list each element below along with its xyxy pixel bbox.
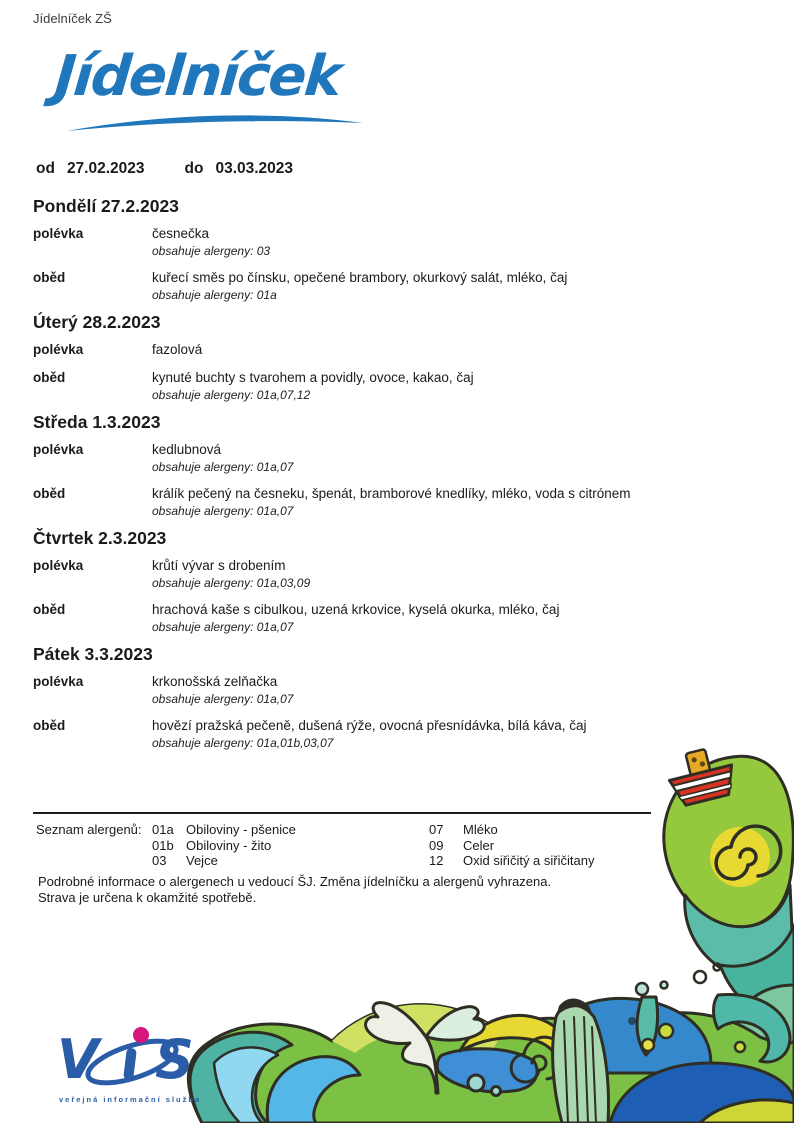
allergen-item: [152, 853, 296, 869]
day-section: [33, 313, 765, 403]
allergen-code: 12: [429, 853, 444, 868]
day-section: [33, 413, 765, 519]
allergen-item: [152, 838, 296, 854]
day-title: Čtvrtek 2.3.2023: [33, 528, 167, 548]
dish-text: krůtí vývar s drobením: [152, 558, 286, 573]
allergen-code: 03: [152, 853, 167, 868]
dish-text: hrachová kaše s cibulkou, uzená krkovice, kyselá okurka, mléko, čaj: [152, 602, 560, 617]
course-row: [33, 672, 765, 707]
date-range: [36, 160, 293, 178]
waves-whale-boat-illustration: [180, 745, 794, 1123]
day-section: [33, 197, 765, 303]
course-row: [33, 340, 765, 359]
allergen-column-1: [152, 822, 296, 869]
dish-text: fazolová: [152, 342, 203, 357]
svg-text:V: V: [57, 1028, 99, 1088]
course-label: oběd: [33, 718, 66, 733]
course-row: [33, 224, 765, 259]
course-body: [152, 440, 765, 475]
jidelnicek-logo: [52, 38, 385, 132]
course-body: [152, 716, 765, 751]
vis-dot-icon: [133, 1027, 149, 1043]
dish-text: kuřecí směs po čínsku, opečené brambory, okurkový salát, mléko, čaj: [152, 270, 568, 285]
allergen-item: [152, 822, 296, 838]
day-title: Pátek 3.3.2023: [33, 644, 153, 664]
course-row: [33, 368, 765, 403]
dish-text: kynuté buchty s tvarohem a povidly, ovoce, kakao, čaj: [152, 370, 474, 385]
course-body: [152, 484, 765, 519]
svg-text:S: S: [155, 1028, 194, 1088]
allergen-note: obsahuje alergeny: 01a,07: [152, 692, 294, 706]
bubble-icon: [636, 983, 648, 995]
bubble-icon: [694, 971, 706, 983]
course-body: [152, 268, 765, 303]
course-row: [33, 268, 765, 303]
course-row: [33, 440, 765, 475]
allergen-code: 01b: [152, 837, 174, 853]
course-label: polévka: [33, 342, 84, 357]
course-label: oběd: [33, 270, 66, 285]
course-body: [152, 368, 765, 403]
course-body: [152, 600, 765, 635]
allergen-code: 01a: [152, 822, 174, 837]
footer-notes: [38, 874, 551, 905]
day-title: Úterý 28.2.2023: [33, 312, 161, 332]
course-label: oběd: [33, 602, 66, 617]
allergen-item: [429, 853, 594, 869]
footer-note-1: Podrobné informace o alergenech u vedoucí ŠJ. Změna jídelníčku a alergenů vyhrazena.: [38, 874, 552, 889]
day-section: [33, 529, 765, 635]
divider-line: [33, 812, 651, 814]
allergen-note: obsahuje alergeny: 01a,07: [152, 620, 294, 634]
course-row: [33, 484, 765, 519]
allergen-code: 07: [429, 822, 444, 837]
allergen-note: obsahuje alergeny: 01a: [152, 288, 277, 302]
bubble-icon: [661, 982, 668, 989]
allergen-list-label: Seznam alergenů:: [36, 822, 142, 837]
dish-text: kedlubnová: [152, 442, 222, 457]
logo-text: Jídelníček: [52, 44, 343, 109]
allergen-note: obsahuje alergeny: 01a,07: [152, 460, 294, 474]
course-label: polévka: [33, 226, 84, 241]
course-body: [152, 556, 765, 591]
course-label: polévka: [33, 442, 84, 457]
dish-text: králík pečený na česneku, špenát, bramborové knedlíky, mléko, voda s citrónem: [152, 486, 631, 501]
page-title: Jídelníček ZŠ: [33, 11, 112, 26]
course-row: [33, 600, 765, 635]
date-from-label: od: [36, 160, 55, 177]
allergen-note: obsahuje alergeny: 01a,03,09: [152, 576, 311, 590]
course-label: polévka: [33, 674, 84, 689]
vis-tagline: veřejná informační služba: [59, 1095, 202, 1104]
allergen-name: Mléko: [463, 822, 498, 837]
allergen-item: [429, 838, 594, 854]
allergen-name: Oxid siřičitý a siřičitany: [463, 853, 595, 868]
day-section: [33, 645, 765, 751]
course-label: oběd: [33, 486, 66, 501]
date-to-value: 03.03.2023: [215, 160, 294, 177]
date-to-label: do: [184, 160, 204, 177]
dish-text: česnečka: [152, 226, 210, 241]
allergen-note: obsahuje alergeny: 01a,07: [152, 504, 294, 518]
allergen-name: Obiloviny - žito: [186, 837, 272, 853]
course-label: oběd: [33, 370, 66, 385]
allergen-item: [429, 822, 594, 838]
course-body: [152, 224, 765, 259]
date-from-value: 27.02.2023: [66, 160, 145, 177]
vis-logo: [57, 1026, 227, 1104]
day-title: Pondělí 27.2.2023: [33, 196, 179, 216]
allergen-note: obsahuje alergeny: 03: [152, 244, 271, 258]
allergen-name: Vejce: [186, 853, 218, 868]
course-body: [152, 672, 765, 707]
dish-text: krkonošská zelňačka: [152, 674, 278, 689]
course-body: [152, 340, 765, 359]
allergen-note: obsahuje alergeny: 01a,01b,03,07: [152, 736, 334, 750]
course-label: polévka: [33, 558, 84, 573]
allergen-code: 09: [429, 837, 444, 853]
allergen-name: Celer: [463, 837, 495, 853]
dish-text: hovězí pražská pečeně, dušená rýže, ovocná přesnídávka, bílá káva, čaj: [152, 718, 587, 733]
allergen-column-2: [429, 822, 594, 869]
footer-note-2: Strava je určena k okamžité spotřebě.: [38, 889, 257, 905]
day-title: Středa 1.3.2023: [33, 412, 161, 432]
menu-days: [33, 197, 765, 761]
course-row: [33, 556, 765, 591]
allergen-name: Obiloviny - pšenice: [186, 822, 296, 837]
vis-logo-icon: [57, 1026, 217, 1088]
course-row: [33, 716, 765, 751]
allergen-note: obsahuje alergeny: 01a,07,12: [152, 388, 311, 402]
